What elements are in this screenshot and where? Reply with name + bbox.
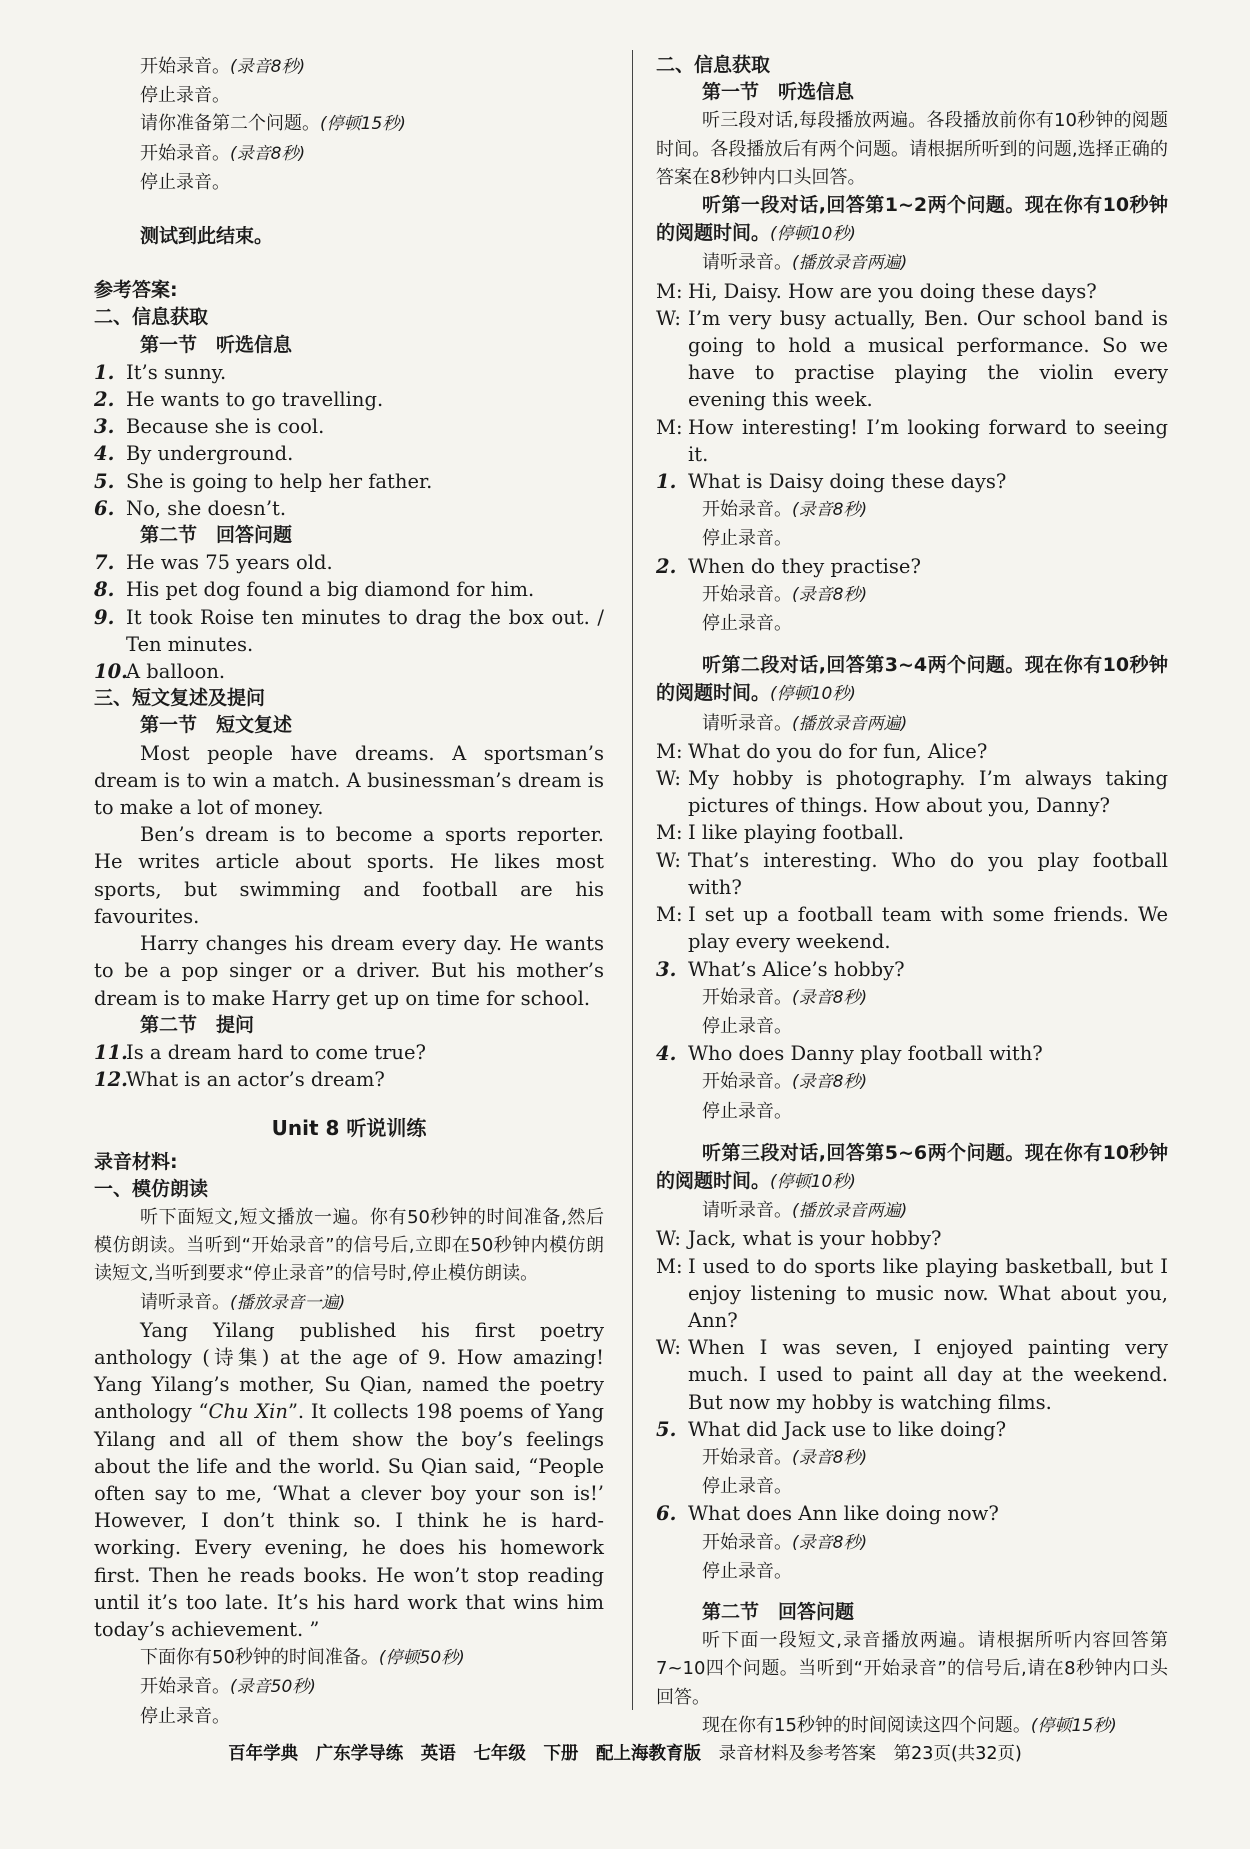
footer-page-number: 第23页(共32页): [893, 1744, 1022, 1764]
dialog-intro-note: (停顿10秒): [770, 684, 856, 705]
retell-paragraph: Ben’s dream is to become a sports reporter. He writes article about sports. He likes most sports, but swimming and football are his favourites.: [94, 823, 604, 928]
start-recording-line: [656, 1528, 1168, 1557]
start-recording-line-note: (录音8秒): [792, 500, 868, 521]
dialog-intro-note: (停顿10秒): [770, 224, 856, 245]
start-recording-line: [656, 1067, 1168, 1096]
answer-item: [94, 576, 604, 603]
instruction-line-note: (录音8秒): [230, 57, 306, 77]
dialog-line-text: Hi, Daisy. How are you doing these days?: [688, 279, 1097, 303]
answer-item: [94, 359, 604, 386]
instruction-line-note: (停顿15秒): [320, 114, 406, 135]
question-item-text: What does Ann like doing now?: [688, 1502, 999, 1526]
dialog-line-text: My hobby is photography. I’m always taking pictures of things. How about you, Danny?: [688, 767, 1168, 818]
speaker-label: M:: [656, 739, 683, 763]
start-recording-line-text: 开始录音。: [702, 1071, 792, 1093]
start-recording-line-text: 开始录音。: [702, 1446, 792, 1468]
start-recording-line-text: 开始录音。: [702, 986, 792, 1008]
listen-line-text: 请听录音。: [140, 1291, 230, 1313]
listen-line-text: 请听录音。: [702, 1200, 792, 1222]
stop-recording-line-text: 停止录音。: [702, 1015, 792, 1037]
instruction-line-text: 开始录音。: [140, 1676, 230, 1698]
answer-item-text: No, she doesn’t.: [126, 496, 287, 520]
answer-item-number: 10.: [94, 660, 128, 684]
stop-recording-line-text: 停止录音。: [702, 1476, 792, 1498]
instruction-line: [94, 52, 604, 81]
start-recording-line-note: (录音8秒): [792, 1447, 868, 1468]
section-heading: 二、信息获取: [94, 306, 209, 329]
dialog-intro: [656, 651, 1168, 708]
dialog-line: [656, 1253, 1168, 1335]
start-recording-line-note: (录音8秒): [792, 584, 868, 605]
answer-item-text: By underground.: [126, 442, 294, 466]
start-recording-line-text: 开始录音。: [702, 583, 792, 605]
part-heading: 第二节 提问: [140, 1013, 255, 1036]
answer-item-text: Is a dream hard to come true?: [126, 1040, 426, 1064]
instruction-line: [94, 81, 604, 109]
question-item-text: Who does Danny play football with?: [688, 1042, 1043, 1066]
instruction-line: [94, 1672, 604, 1701]
instruction-line-note: (录音50秒): [230, 1677, 316, 1698]
part-instruction-text: 听下面一段短文,录音播放两遍。请根据所听内容回答第7~10四个问题。当听到“开始录音”的信号后,请在8秒钟内口头回答。: [656, 1630, 1168, 1708]
answer-item: [94, 413, 604, 440]
listen-line-note: (播放录音一遍): [230, 1292, 346, 1313]
start-recording-line-note: (录音8秒): [792, 1072, 868, 1093]
answer-item-text: His pet dog found a big diamond for him.: [126, 578, 535, 602]
footer-section: 录音材料及参考答案: [718, 1744, 877, 1764]
answer-item: [94, 1066, 604, 1093]
dialog-line-text: Jack, what is your hobby?: [688, 1227, 942, 1251]
dialog-intro-text: 听第一段对话,回答第1~2两个问题。现在你有10秒钟的阅题时间。: [656, 194, 1168, 245]
left-column: [94, 52, 604, 1730]
start-recording-line: [656, 983, 1168, 1012]
unit-title: Unit 8 听说训练: [271, 1116, 427, 1141]
instruction-line-text: 请你准备第二个问题。: [140, 113, 320, 135]
answer-item-text: It took Roise ten minutes to drag the box out. / Ten minutes.: [126, 605, 604, 656]
answer-item-number: 8.: [94, 578, 115, 602]
answer-item: [94, 658, 604, 685]
prep-line: [656, 1711, 1168, 1740]
answer-item-text: A balloon.: [126, 660, 226, 684]
stop-recording-line: [656, 524, 1168, 552]
question-item: [656, 468, 1168, 495]
listen-line: [94, 1288, 604, 1317]
speaker-label: W:: [656, 767, 681, 791]
speaker-label: W:: [656, 848, 681, 872]
section-instruction-text: 听下面短文,短文播放一遍。你有50秒钟的时间准备,然后模仿朗读。当听到“开始录音”的信号后,立即在50秒钟内模仿朗读短文,当听到要求“停止录音”的信号时,停止模仿朗读。: [94, 1206, 604, 1285]
part-heading: 第一节 短文复述: [140, 714, 293, 737]
dialog-line: [656, 414, 1168, 468]
dialog-line-text: I used to do sports like playing basketball, but I enjoy listening to music now. What about you, Ann?: [688, 1254, 1168, 1332]
listen-line-note: (播放录音两遍): [792, 253, 908, 274]
prep-line-note: (停顿15秒): [1030, 1715, 1117, 1736]
dialog-intro-text: 听第二段对话,回答第3~4两个问题。现在你有10秒钟的阅题时间。: [656, 654, 1168, 705]
answer-item-number: 9.: [94, 605, 115, 629]
section-heading: 一、模仿朗读: [94, 1177, 209, 1200]
dialog-line: [656, 765, 1168, 819]
listen-line-note: (播放录音两遍): [792, 1201, 908, 1222]
speaker-label: M:: [656, 821, 683, 845]
section-heading: 三、短文复述及提问: [94, 687, 266, 710]
part-instruction-text: 听三段对话,每段播放两遍。各段播放前你有10秒钟的阅题时间。各段播放后有两个问题。请根据所听到的问题,选择正确的答案在8秒钟内口头回答。: [656, 110, 1168, 188]
question-item-number: 2.: [656, 554, 677, 578]
answer-item-text: He was 75 years old.: [126, 551, 333, 575]
question-item-number: 3.: [656, 957, 677, 981]
answer-item-number: 1.: [94, 360, 115, 384]
dialog-intro-note: (停顿10秒): [770, 1171, 856, 1192]
part-instruction: [656, 1626, 1168, 1711]
spacer: [94, 250, 604, 277]
listen-line-text: 请听录音。: [702, 252, 792, 274]
answer-item-number: 7.: [94, 551, 115, 575]
dialog-line: [656, 738, 1168, 765]
start-recording-line: [656, 580, 1168, 609]
question-item: [656, 1416, 1168, 1443]
column-divider: [632, 50, 633, 1710]
answer-item-number: 2.: [94, 388, 115, 412]
answer-item-text: It’s sunny.: [126, 360, 227, 384]
listen-line: [656, 709, 1168, 738]
passage-text: Yang Yilang published his first poetry anthology (诗集) at the age of 9. How amazing! Yang Yilang’s mother, Su Qian, named the poetry anthology “: [94, 1318, 604, 1424]
listen-line: [656, 248, 1168, 277]
dialog-line-text: I set up a football team with some friends. We play every weekend.: [688, 903, 1168, 954]
section-heading: 二、信息获取: [656, 54, 771, 76]
instruction-line-text: 停止录音。: [140, 171, 230, 193]
instruction-line: [94, 109, 604, 138]
question-item-text: What’s Alice’s hobby?: [688, 957, 905, 981]
dialog-line-text: I like playing football.: [688, 821, 905, 845]
question-item: [656, 1040, 1168, 1067]
stop-recording-line-text: 停止录音。: [702, 613, 792, 635]
question-item-number: 1.: [656, 470, 677, 494]
answer-item-number: 11.: [94, 1040, 128, 1064]
start-recording-line-text: 开始录音。: [702, 499, 792, 521]
right-column: [656, 52, 1168, 1740]
start-recording-line: [656, 1443, 1168, 1472]
footer-series: 广东学导练: [315, 1744, 404, 1764]
question-item: [656, 553, 1168, 580]
spacer: [94, 196, 604, 223]
dialog-line: [656, 278, 1168, 305]
answer-item: [94, 468, 604, 495]
listen-line: [656, 1196, 1168, 1225]
retell-paragraph: Most people have dreams. A sportsman’s dream is to win a match. A businessman’s dream is to make a lot of money.: [94, 741, 604, 820]
end-of-test-text: 测试到此结束。: [140, 225, 274, 248]
question-item-text: When do they practise?: [688, 554, 921, 578]
question-item: [656, 956, 1168, 983]
answer-item-text: He wants to go travelling.: [126, 388, 384, 412]
instruction-line-text: 开始录音。: [140, 142, 230, 164]
answer-item-number: 5.: [94, 469, 115, 493]
part-heading: 第一节 听选信息: [702, 81, 855, 104]
instruction-line-note: (录音8秒): [230, 143, 306, 164]
dialog-line: [656, 1225, 1168, 1252]
answer-item-text: Because she is cool.: [126, 415, 325, 439]
spacer: [94, 1093, 604, 1107]
speaker-label: W:: [656, 306, 681, 330]
start-recording-line-text: 开始录音。: [702, 1531, 792, 1553]
instruction-line-text: 下面你有50秒钟的时间准备。: [140, 1647, 379, 1669]
stop-recording-line: [656, 1012, 1168, 1040]
speaker-label: W:: [656, 1227, 681, 1251]
passage-book-title: Chu Xin: [208, 1400, 288, 1424]
instruction-line: [94, 1702, 604, 1730]
answer-item: [94, 386, 604, 413]
stop-recording-line-text: 停止录音。: [702, 1560, 792, 1582]
answer-item: [94, 1039, 604, 1066]
stop-recording-line: [656, 1557, 1168, 1585]
dialog-line-text: That’s interesting. Who do you play football with?: [688, 848, 1168, 899]
question-item: [656, 1500, 1168, 1527]
footer-grade: 七年级: [473, 1744, 526, 1764]
speaker-label: M:: [656, 279, 683, 303]
stop-recording-line: [656, 1097, 1168, 1125]
answer-item-number: 12.: [94, 1068, 128, 1092]
question-item-text: What did Jack use to like doing?: [688, 1417, 1007, 1441]
spacer: [656, 1585, 1168, 1599]
dialog-line-text: I’m very busy actually, Ben. Our school band is going to hold a musical performance. So we have to practise playing the violin every evening this week.: [688, 306, 1168, 412]
answer-item-number: 3.: [94, 415, 115, 439]
reading-passage: [94, 1317, 604, 1643]
start-recording-line-note: (录音8秒): [792, 1532, 868, 1553]
instruction-line: [94, 1643, 604, 1672]
answer-item: [94, 604, 604, 658]
spacer: [656, 1125, 1168, 1139]
answer-item-number: 6.: [94, 496, 115, 520]
dialog-line-text: When I was seven, I enjoyed painting very much. I used to paint all day at the weekend. But now my hobby is watching films.: [688, 1336, 1168, 1414]
footer-subject: 英语: [420, 1744, 456, 1764]
page-footer: [0, 1740, 1250, 1765]
dialog-line-text: What do you do for fun, Alice?: [688, 739, 988, 763]
part-heading: 第一节 听选信息: [140, 333, 293, 356]
dialog-intro: [656, 1139, 1168, 1196]
instruction-line-text: 开始录音。: [140, 56, 230, 77]
dialog-line: [656, 1334, 1168, 1416]
passage-text: ”. It collects 198 poems of Yang Yilang and all of them show the boy’s feelings about the life and the world. Su Qian said, “People often say to me, ‘What a clever boy your son is!’ However, I don’t think so. I think he is hard-working. Every evening, he does his homework first. Then he reads books. He won’t stop reading until it’s too late. It’s his hard work that wins him today’s achievement. ”: [94, 1400, 604, 1641]
question-item-number: 6.: [656, 1502, 677, 1526]
start-recording-line-note: (录音8秒): [792, 987, 868, 1008]
part-instruction: [656, 106, 1168, 191]
spacer: [656, 637, 1168, 651]
dialog-line: [656, 305, 1168, 414]
stop-recording-line: [656, 1472, 1168, 1500]
dialog-line: [656, 819, 1168, 846]
listen-line-text: 请听录音。: [702, 712, 792, 734]
dialog-line: [656, 847, 1168, 901]
answer-item: [94, 495, 604, 522]
material-heading: 录音材料:: [94, 1150, 178, 1173]
question-item-number: 4.: [656, 1042, 677, 1066]
start-recording-line: [656, 495, 1168, 524]
instruction-line-note: (停顿50秒): [378, 1648, 465, 1669]
stop-recording-line-text: 停止录音。: [702, 1100, 792, 1122]
answer-item: [94, 549, 604, 576]
dialog-line-text: How interesting! I’m looking forward to seeing it.: [688, 415, 1168, 466]
part-heading: 第二节 回答问题: [702, 1600, 855, 1623]
instruction-line: [94, 168, 604, 196]
stop-recording-line: [656, 609, 1168, 637]
question-item-number: 5.: [656, 1417, 677, 1441]
instruction-line: [94, 139, 604, 168]
stop-recording-line-text: 停止录音。: [702, 528, 792, 550]
answer-item-text: She is going to help her father.: [126, 469, 433, 493]
footer-edition: 配上海教育版: [596, 1744, 702, 1764]
retell-paragraph: Harry changes his dream every day. He wants to be a pop singer or a driver. But his mother’s dream is to make Harry get up on time for school.: [94, 932, 604, 1010]
answer-item: [94, 440, 604, 467]
instruction-line-text: 停止录音。: [140, 1705, 230, 1727]
part-heading: 第二节 回答问题: [140, 524, 293, 547]
speaker-label: M:: [656, 903, 683, 927]
answers-heading: 参考答案:: [94, 279, 178, 302]
speaker-label: W:: [656, 1336, 681, 1360]
answer-item-text: What is an actor’s dream?: [126, 1068, 385, 1092]
instruction-line-text: 停止录音。: [140, 85, 230, 107]
section-instruction: [94, 1203, 604, 1288]
speaker-label: M:: [656, 415, 683, 439]
speaker-label: M:: [656, 1254, 683, 1278]
footer-volume: 下册: [543, 1744, 579, 1764]
answer-item-number: 4.: [94, 442, 115, 466]
dialog-intro: [656, 191, 1168, 248]
question-item-text: What is Daisy doing these days?: [688, 470, 1007, 494]
prep-line-text: 现在你有15秒钟的时间阅读这四个问题。: [702, 1714, 1031, 1736]
footer-brand: 百年学典: [228, 1744, 299, 1764]
dialog-line: [656, 901, 1168, 955]
listen-line-note: (播放录音两遍): [792, 713, 908, 734]
dialog-intro-text: 听第三段对话,回答第5~6两个问题。现在你有10秒钟的阅题时间。: [656, 1141, 1168, 1192]
